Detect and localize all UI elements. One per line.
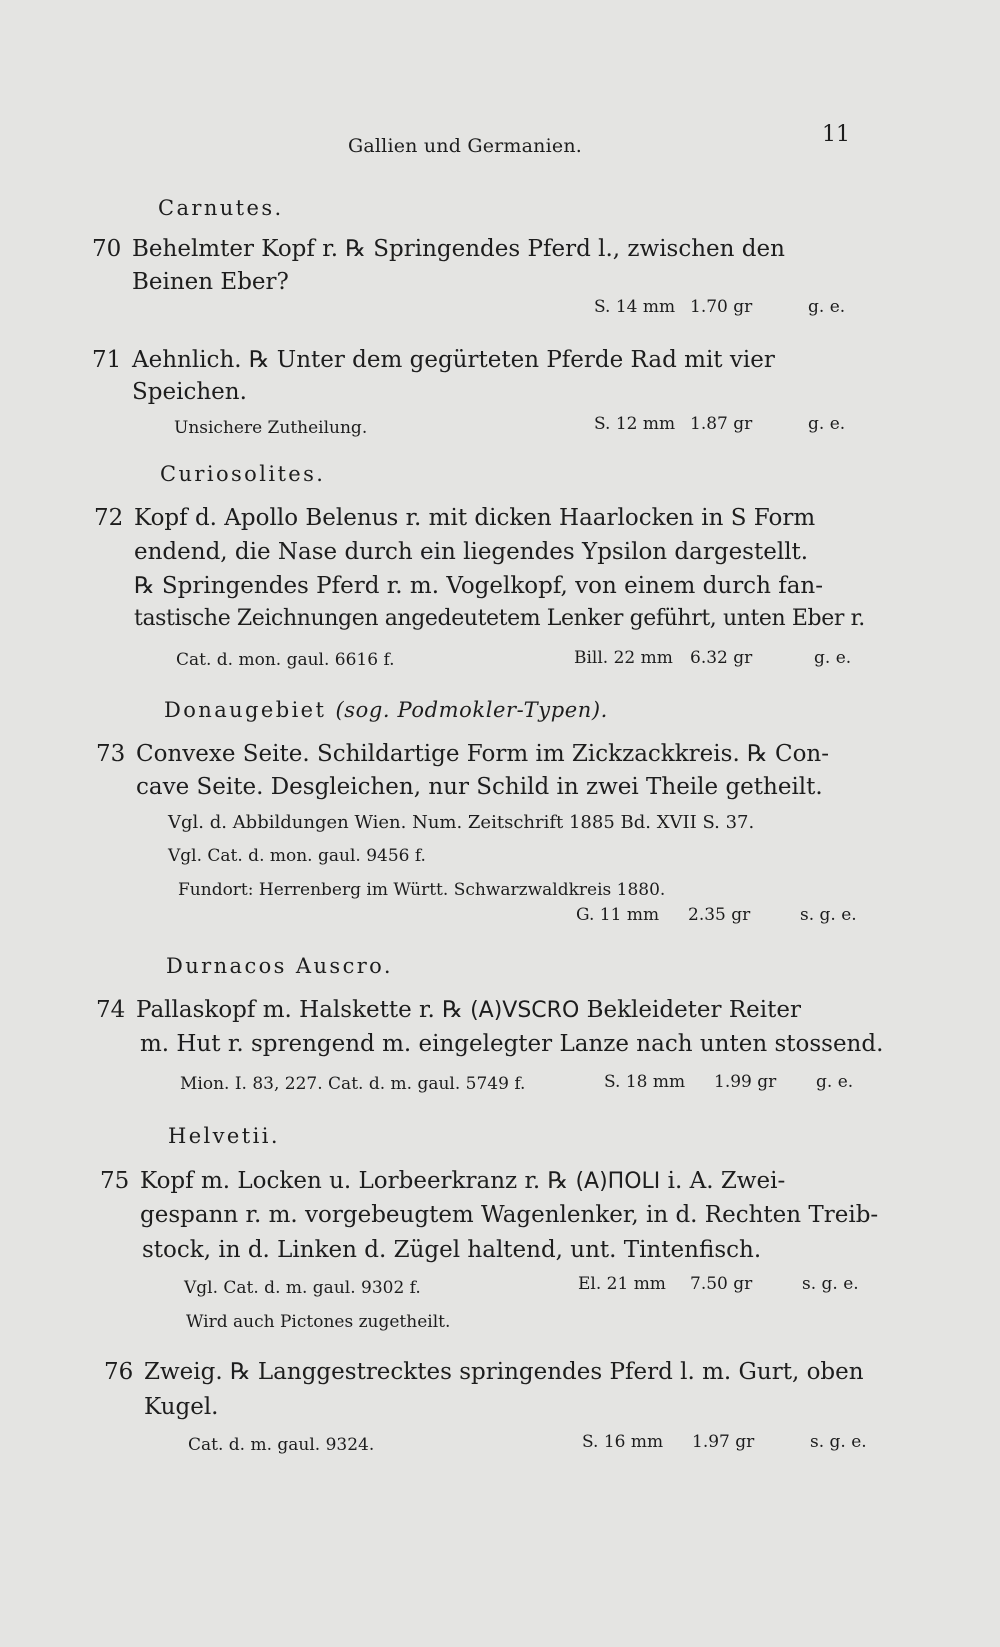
entry-number: 71	[92, 347, 122, 373]
entry-text-line: Kopf m. Locken u. Lorbeerkranz r. ℞ (A)ΠOLI i. A. Zwei-	[140, 1168, 786, 1194]
region-heading: Carnutes.	[158, 196, 284, 220]
coin-weight: 1.87 gr	[690, 414, 753, 434]
coin-weight: 7.50 gr	[690, 1274, 753, 1294]
entry-number: 74	[96, 997, 126, 1023]
coin-size: Bill. 22 mm	[574, 648, 673, 668]
coin-weight: 1.97 gr	[692, 1432, 755, 1452]
entry-number: 70	[92, 236, 122, 262]
entry-number: 72	[94, 505, 124, 531]
entry-text-line: Kopf d. Apollo Belenus r. mit dicken Haarlocken in S Form	[134, 505, 816, 531]
entry-text-line: Pallaskopf m. Halskette r. ℞ (A)VSCRO Bekleideter Reiter	[136, 997, 801, 1023]
catalog-reference: Cat. d. m. gaul. 9324.	[188, 1435, 375, 1455]
region-heading	[164, 698, 608, 722]
entry-number: 76	[104, 1359, 134, 1385]
coin-size: S. 18 mm	[604, 1072, 686, 1092]
find-spot-note: Fundort: Herrenberg im Württ. Schwarzwaldkreis 1880.	[178, 880, 666, 900]
literature-reference: Vgl. Cat. d. mon. gaul. 9456 f.	[168, 846, 426, 866]
coin-condition: g. e.	[814, 648, 852, 668]
page-number: 11	[822, 122, 850, 147]
region-heading: Curiosolites.	[160, 462, 326, 486]
coin-size: El. 21 mm	[578, 1274, 666, 1294]
entry-text-line: tastische Zeichnungen angedeutetem Lenker geführt, unten Eber r.	[134, 606, 865, 631]
coin-size: S. 12 mm	[594, 414, 676, 434]
catalog-reference: Vgl. Cat. d. m. gaul. 9302 f.	[184, 1278, 421, 1298]
entry-text-line: Kugel.	[144, 1394, 219, 1420]
region-heading: Helvetii.	[168, 1124, 280, 1148]
entry-number: 73	[96, 741, 126, 767]
entry-text-line: Zweig. ℞ Langgestrecktes springendes Pferd l. m. Gurt, oben	[144, 1359, 864, 1385]
region-name: Donaugebiet	[164, 698, 327, 722]
entry-text-line: endend, die Nase durch ein liegendes Ypsilon dargestellt.	[134, 539, 809, 565]
coin-condition: s. g. e.	[802, 1274, 859, 1294]
entry-text-line: stock, in d. Linken d. Zügel haltend, unt. Tintenfisch.	[142, 1237, 762, 1263]
region-heading: Durnacos Auscro.	[166, 954, 393, 978]
entry-text-line: ℞ Springendes Pferd r. m. Vogelkopf, von einem durch fan-	[134, 573, 824, 599]
entry-text-line: m. Hut r. sprengend m. eingelegter Lanze nach unten stossend.	[140, 1031, 884, 1057]
catalog-reference: Mion. I. 83, 227. Cat. d. m. gaul. 5749 f.	[180, 1074, 526, 1094]
coin-condition: g. e.	[816, 1072, 854, 1092]
region-subtitle: (sog. Podmokler-Typen).	[335, 698, 608, 722]
literature-reference: Vgl. d. Abbildungen Wien. Num. Zeitschrift 1885 Bd. XVII S. 37.	[168, 812, 755, 833]
coin-condition: s. g. e.	[800, 905, 857, 925]
entry-note: Unsichere Zutheilung.	[174, 418, 368, 438]
entry-text-line: cave Seite. Desgleichen, nur Schild in zwei Theile getheilt.	[136, 774, 823, 800]
entry-text-line: Convexe Seite. Schildartige Form im Zickzackkreis. ℞ Con-	[136, 741, 830, 767]
catalog-reference: Cat. d. mon. gaul. 6616 f.	[176, 650, 395, 670]
coin-size: G. 11 mm	[576, 905, 660, 925]
entry-number: 75	[100, 1168, 130, 1194]
entry-text-line: Beinen Eber?	[132, 269, 289, 295]
coin-weight: 6.32 gr	[690, 648, 753, 668]
coin-size: S. 14 mm	[594, 297, 676, 317]
entry-text-line: Aehnlich. ℞ Unter dem gegürteten Pferde Rad mit vier	[132, 347, 775, 373]
coin-legend: (A)ΠOLI	[575, 1169, 661, 1194]
coin-weight: 2.35 gr	[688, 905, 751, 925]
entry-text-line: Behelmter Kopf r. ℞ Springendes Pferd l., zwischen den	[132, 236, 785, 262]
coin-size: S. 16 mm	[582, 1432, 664, 1452]
coin-condition: s. g. e.	[810, 1432, 867, 1452]
running-title: Gallien und Germanien.	[348, 135, 583, 157]
entry-text-line: gespann r. m. vorgebeugtem Wagenlenker, in d. Rechten Treib-	[140, 1202, 879, 1228]
attribution-note: Wird auch Pictones zugetheilt.	[186, 1312, 451, 1332]
coin-legend: (A)VSCRO	[470, 998, 580, 1023]
entry-text-line: Speichen.	[132, 379, 247, 405]
coin-condition: g. e.	[808, 414, 846, 434]
coin-condition: g. e.	[808, 297, 846, 317]
coin-weight: 1.70 gr	[690, 297, 753, 317]
coin-weight: 1.99 gr	[714, 1072, 777, 1092]
